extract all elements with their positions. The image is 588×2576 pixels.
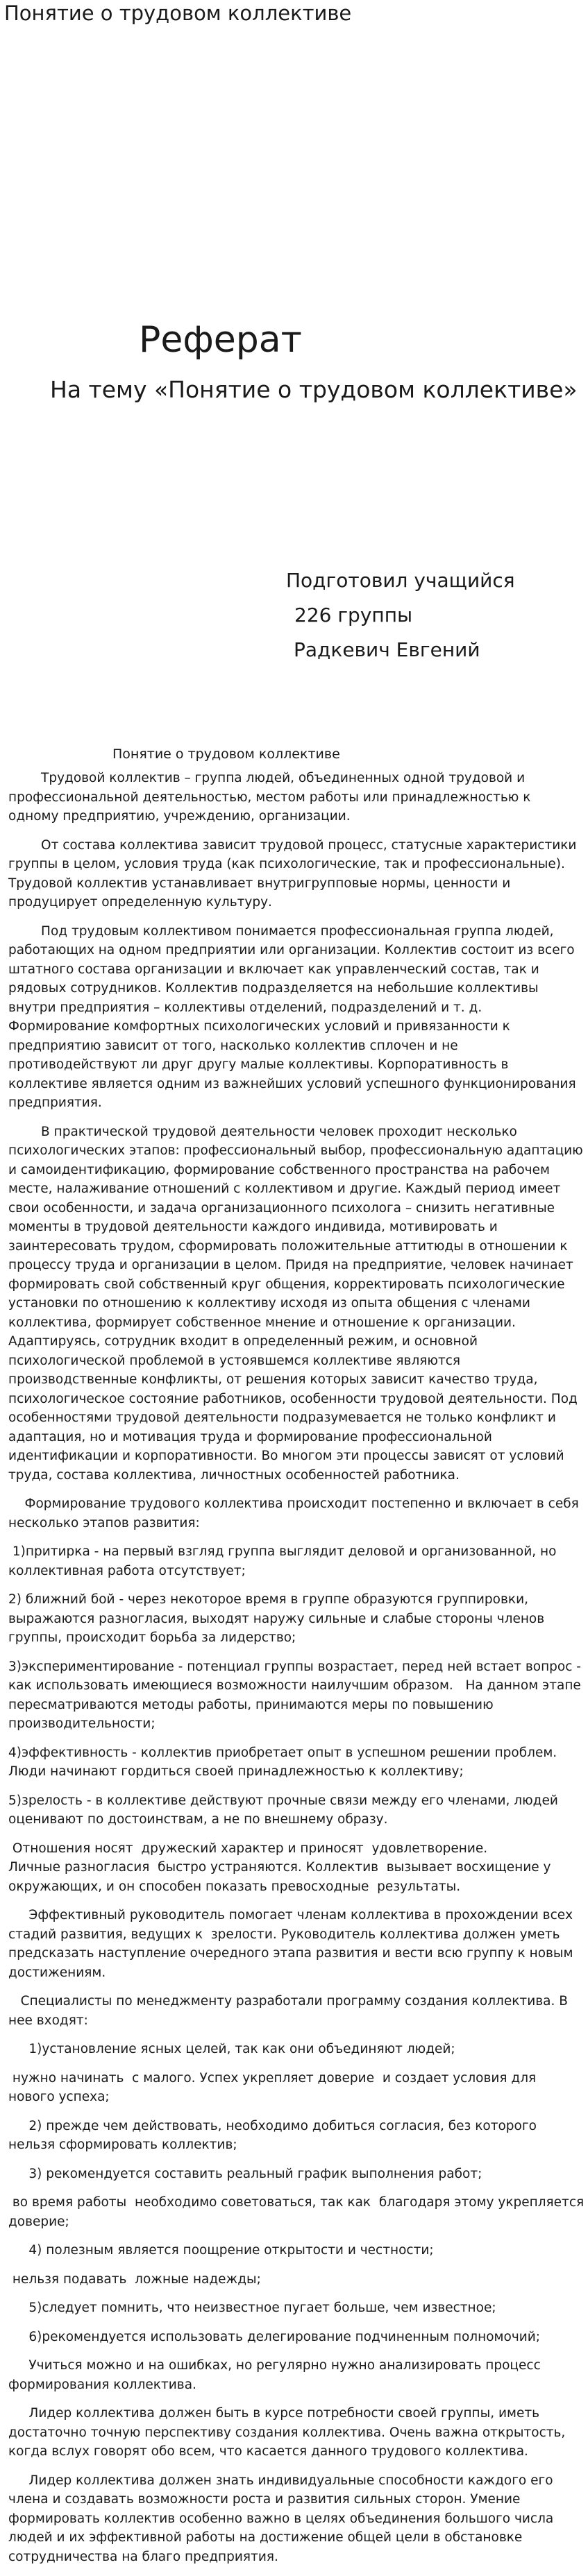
list-item: во время работы необходимо советоваться, так как благодаря этому укрепляется доверие; <box>8 2195 588 2229</box>
paragraph: Лидер коллектива должен знать индивидуальные способности каждого его члена и создавать возможности роста и развития сильных сторон. Умение формировать коллектив особенно важно в целях объединения большого числа людей и их эффективной работы на достижение общей цели в обстановке сотрудничества на благо предприятия. <box>8 2473 558 2564</box>
list-item: 1)установление ясных целей, так как они объединяют людей; <box>8 2042 455 2056</box>
paragraph: Учиться можно и на ошибках, но регулярно нужно анализировать процесс формирования коллектива. <box>8 2358 545 2392</box>
list-item: 6)рекомендуется использовать делегирование подчиненным полномочий; <box>8 2329 541 2344</box>
essay-body <box>8 769 588 2576</box>
list-item: 2) прежде чем действовать, необходимо добиться согласия, без которого нельзя сформировать коллектив; <box>8 2118 541 2152</box>
list-item: 3) рекомендуется составить реальный график выполнения работ; <box>8 2166 482 2181</box>
essay-heading: Реферат <box>139 319 302 361</box>
paragraph: От состава коллектива зависит трудовой процесс, статусные характеристики группы в целом, условия труда (как психологические, так и профессиональные). Трудовой коллектив устанавливает внутригрупповые нормы, ценности и продуцирует определенную культуру. <box>8 837 581 910</box>
list-item: 4) полезным является поощрение открытости и честности; <box>8 2243 434 2258</box>
author-line-prepared-by: Подготовил учащийся <box>286 569 515 592</box>
paragraph: Лидер коллектива должен быть в курсе потребности своей группы, иметь достаточно точную перспективу создания коллектива. Очень важна открытость, когда вслух говорят обо всем, что касается данного трудового коллектива. <box>8 2406 570 2459</box>
paragraph: В практической трудовой деятельности человек проходит несколько психологических этапов: профессиональный выбор, профессиональную адаптацию и самоидентификацию, формирование собственного пространства на рабочем месте, налаживание отношений с коллективом и другие. Каждый период имеет свои особенности, и задача организационного психолога – снизить негативные моменты в трудовой деятельности каждого индивида, мотивировать и заинтересовать трудом, сформировать положительные аттитюды в отношении к процессу труда и организации в целом. Придя на предприятие, человек начинает формировать свой собственный круг общения, корректировать психологические установки по отношению к коллективу исходя из опыта общения с членами коллектива, формирует собственное мнение и отношение к организации. Адаптируясь, сотрудник входит в определенный режим, и основной психологической проблемой в устоявшемся коллективе являются производственные конфликты, от решения которых зависит качество труда, психологическое состояние работников, особенности трудовой деятельности. Под особенностями трудовой деятельности подразумевается не только конфликт и адаптация, но и мотивация труда и формирование профессиональной идентификации и корпоративности. Во многом эти процессы зависят от условий труда, состава коллектива, личностных особенностей работника. <box>8 1124 587 1483</box>
paragraph: Специалисты по менеджменту разработали программу создания коллектива. В нее входят: <box>8 1994 572 2028</box>
list-item: 5)следует помнить, что неизвестное пугает больше, чем известное; <box>8 2301 496 2315</box>
paragraph: Эффективный руководитель помогает членам коллектива в прохождении всех стадий развития, ведущих к зрелости. Руководитель коллектива должен уметь предсказать наступление очередного этапа развития и вести всю группу к новым достижениям. <box>8 1908 578 1980</box>
document-title: Понятие о трудовом коллективе <box>4 1 352 25</box>
list-item: 4)эффективность - коллектив приобретает опыт в успешном решении проблем. Люди начинают гордиться своей принадлежностью к коллективу; <box>8 1745 562 1779</box>
list-item: 3)экспериментирование - потенциал группы возрастает, перед ней встает вопрос - как использовать имеющиеся возможности наилучшим образом. На данном этапе пересматриваются методы работы, принимаются меры по повышению производительности; <box>8 1659 585 1731</box>
list-item: 2) ближний бой - через некоторое время в группе образуются группировки, выражаются разногласия, выходят наружу сильные и слабые стороны членов группы, происходит борьба за лидерство; <box>8 1592 549 1645</box>
author-line-group: 226 группы <box>294 604 413 626</box>
paragraph: Трудовой коллектив – группа людей, объединенных одной трудовой и профессиональной деятельностью, местом работы или принадлежностью к одному предприятию, учреждению, организации. <box>8 771 535 824</box>
paragraph: Отношения носят дружеский характер и приносят удовлетворение. Личные разногласия быстро устраняются. Коллектив вызывает восхищение у окружающих, и он способен показать превосходные результаты. <box>8 1841 551 1894</box>
list-item: 5)зрелость - в коллективе действуют прочные связи между его членами, людей оценивают по достоинствам, а не по внешнему образу. <box>8 1793 562 1827</box>
body-heading: Понятие о трудовом коллективе <box>112 747 340 762</box>
list-item: нельзя подавать ложные надежды; <box>8 2271 261 2287</box>
list-item: 1)притирка - на первый взгляд группа выглядит деловой и организованной, но коллективная работа отсутствует; <box>8 1544 561 1578</box>
paragraph: Под трудовым коллективом понимается профессиональная группа людей, работающих на одном предприятии или организации. Коллектив состоит из всего штатного состава организации и включает как управленческий состав, так и рядовых сотрудников. Коллектив подразделяется на небольшие коллективы внутри предприятия – коллективы отделений, подразделений и т. д. Формирование комфортных психологических условий и привязанности к предприятию зависит от того, насколько коллектив сплочен и не противодействуют ли друг другу малые коллективы. Корпоративность в коллективе является одним из важнейших условий успешного функционирования предприятия. <box>8 923 580 1110</box>
list-item: нужно начинать с малого. Успех укрепляет доверие и создает условия для нового успеха; <box>8 2070 541 2104</box>
essay-subtitle: На тему «Понятие о трудовом коллективе» <box>50 376 578 403</box>
paragraph: Формирование трудового коллектива происходит постепенно и включает в себя несколько этапов развития: <box>8 1496 583 1530</box>
author-line-name: Радкевич Евгений <box>294 638 480 661</box>
